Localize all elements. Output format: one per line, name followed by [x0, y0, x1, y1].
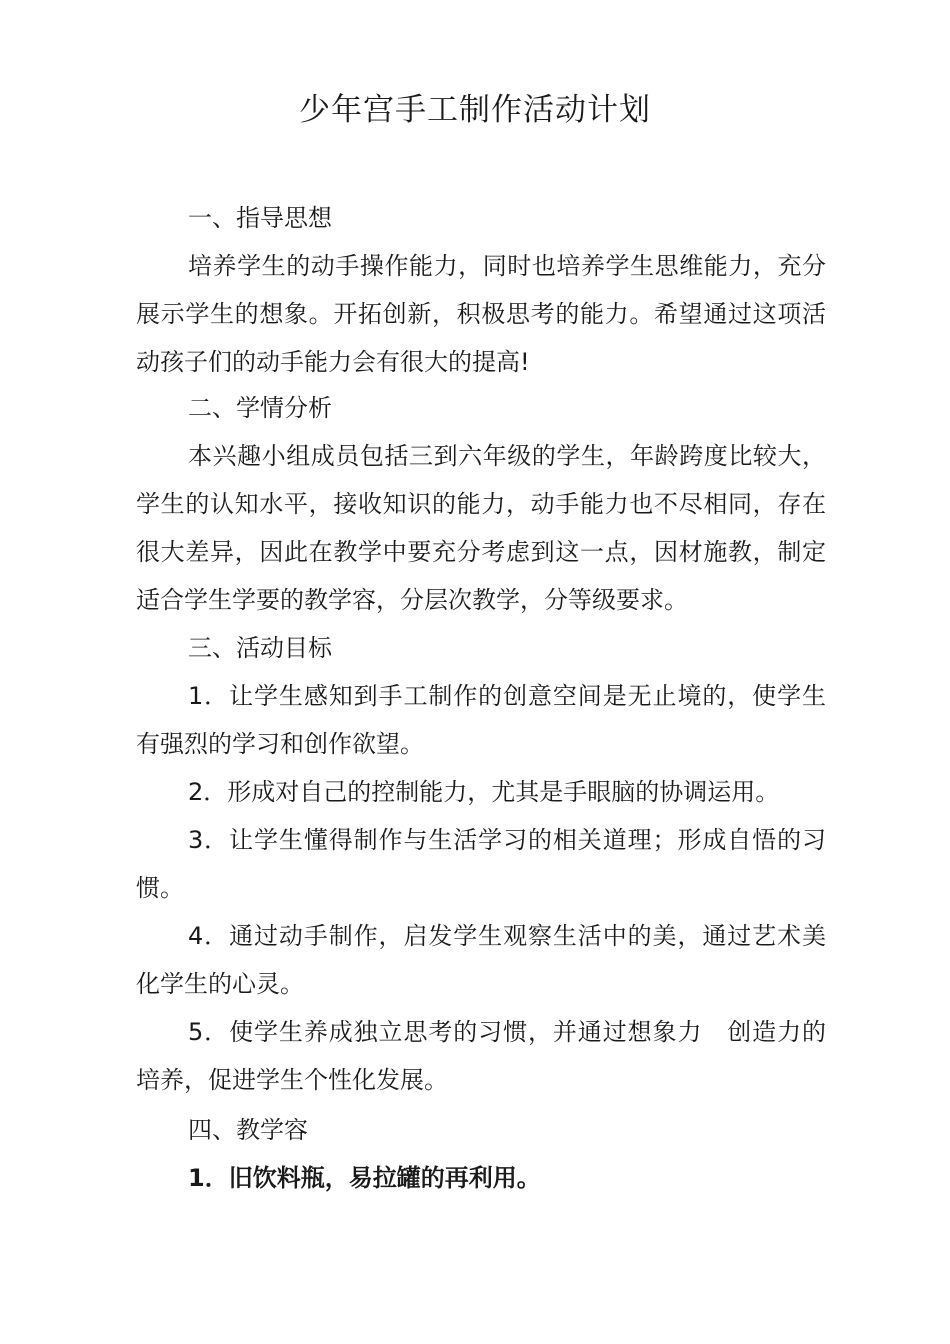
goal-item-5: 5．使学生养成独立思考的习惯，并通过想象力 创造力的培养，促进学生个性化发展。	[136, 1018, 826, 1094]
document-body	[136, 198, 826, 1202]
content-item-1: 1．旧饮料瓶，易拉罐的再利用。	[188, 1164, 541, 1192]
paragraph-student-analysis: 本兴趣小组成员包括三到六年级的学生，年龄跨度比较大，学生的认知水平，接收知识的能力，动手能力也不尽相同，存在很大差异，因此在教学中要充分考虑到这一点，因材施教，制定适合学生学要的教学容，分层次教学，分等级要求。	[136, 442, 826, 614]
goal-item-1: 1．让学生感知到手工制作的创意空间是无止境的，使学生有强烈的学习和创作欲望。	[136, 682, 826, 758]
section-heading-guiding-ideology: 一、指导思想	[188, 204, 332, 232]
section-heading-activity-goals: 三、活动目标	[188, 634, 332, 662]
goal-item-3: 3．让学生懂得制作与生活学习的相关道理；形成自悟的习惯。	[136, 826, 826, 902]
section-heading-student-analysis: 二、学情分析	[188, 394, 332, 422]
page-title: 少年宫手工制作活动计划	[299, 92, 651, 128]
goal-item-4: 4．通过动手制作，启发学生观察生活中的美，通过艺术美化学生的心灵。	[136, 922, 826, 998]
goal-item-2: 2．形成对自己的控制能力，尤其是手眼脑的协调运用。	[188, 778, 780, 806]
paragraph-guiding-ideology: 培养学生的动手操作能力，同时也培养学生思维能力，充分展示学生的想象。开拓创新，积极思考的能力。希望通过这项活动孩子们的动手能力会有很大的提高!	[136, 252, 826, 376]
section-heading-teaching-content: 四、教学容	[188, 1116, 308, 1144]
